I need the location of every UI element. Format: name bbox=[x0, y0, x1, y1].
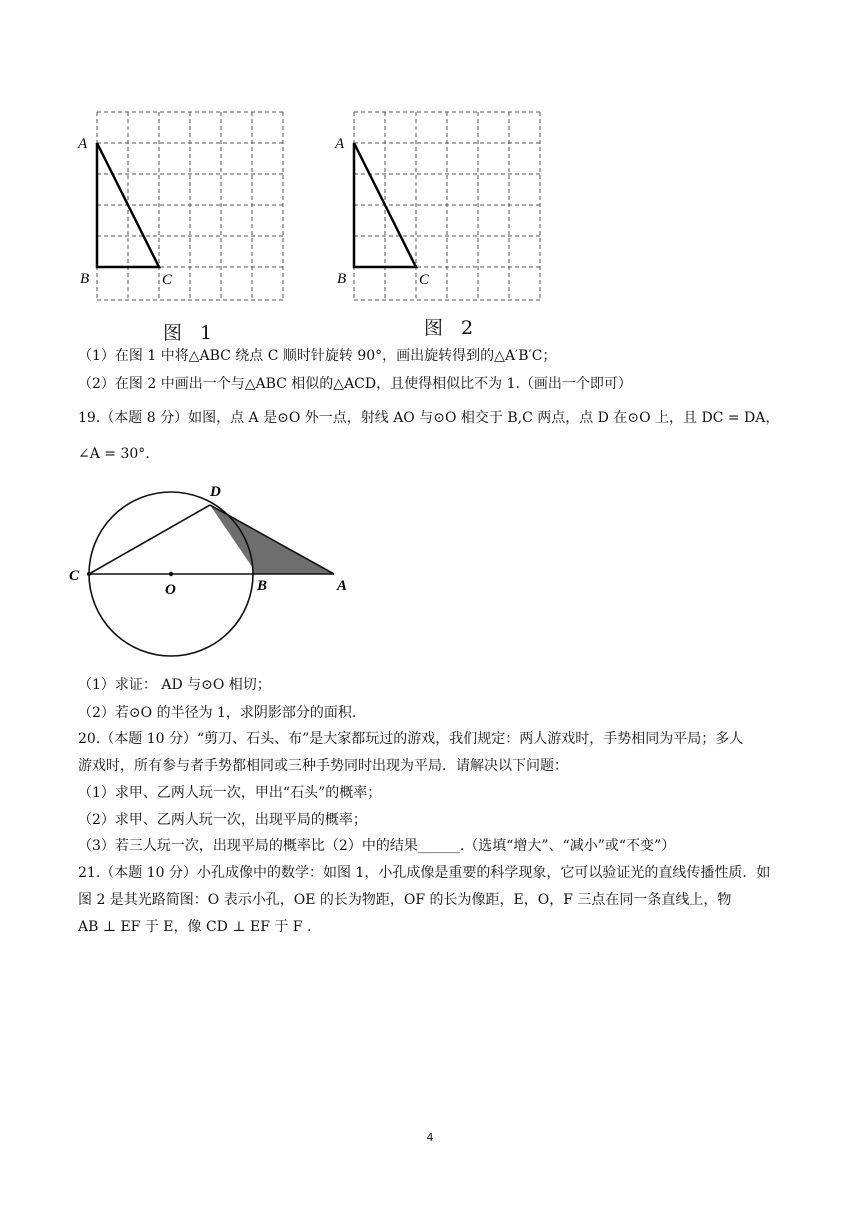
text-line-1: （1）在图 1 中将△ABC 绕点 C 顺时针旋转 90°，画出旋转得到的△A′B′C； bbox=[78, 348, 557, 364]
text-line-2: （2）在图 2 中画出一个与△ABC 相似的△ACD，且使得相似比不为 1.（画出一个即可） bbox=[78, 376, 632, 392]
figure-2-caption: 图 2 bbox=[424, 317, 480, 339]
figure-2-grid bbox=[354, 112, 540, 300]
figure-2-label-c: C bbox=[419, 272, 430, 288]
circle-label-c: C bbox=[69, 568, 80, 584]
text-line-7: 20.（本题 10 分）“剪刀、石头、布”是大家都玩过的游戏，我们规定：两人游戏时，手势相同为平局；多人 bbox=[78, 731, 744, 747]
text-line-11: （3）若三人玩一次，出现平局的概率比（2）中的结果______.（选填“增大”、“减小”或“不变”） bbox=[78, 838, 676, 854]
text-line-6: （2）若⊙O 的半径为 1，求阴影部分的面积. bbox=[78, 705, 357, 721]
text-line-8: 游戏时，所有参与者手势都相同或三种手势同时出现为平局．请解决以下问题： bbox=[78, 758, 568, 774]
line-cd bbox=[89, 505, 210, 574]
figure-1-label-b: B bbox=[80, 271, 90, 287]
figure-2-label-b: B bbox=[337, 271, 347, 287]
circle-figure bbox=[62, 478, 362, 658]
figure-2 bbox=[329, 100, 559, 315]
figure-1-label-c: C bbox=[162, 272, 173, 288]
text-line-5: （1）求证： AD 与⊙O 相切； bbox=[78, 677, 271, 693]
figure-1-label-a: A bbox=[78, 136, 88, 152]
circle-label-o: O bbox=[165, 582, 176, 598]
point-c bbox=[87, 572, 91, 576]
text-line-10: （2）求甲、乙两人玩一次，出现平局的概率； bbox=[78, 812, 367, 828]
circle-label-b: B bbox=[257, 578, 268, 594]
page-number: 4 bbox=[426, 1131, 434, 1144]
text-line-14: AB ⊥ EF 于 E，像 CD ⊥ EF 于 F . bbox=[78, 919, 312, 935]
text-line-3: 19.（本题 8 分）如图，点 A 是⊙O 外一点，射线 AO 与⊙O 相交于 B,C 两点，点 D 在⊙O 上，且 DC = DA， bbox=[78, 410, 780, 426]
circle-figure-graphic bbox=[62, 478, 362, 658]
figure-1 bbox=[72, 100, 302, 315]
figure-2-label-a: A bbox=[335, 136, 345, 152]
text-line-4: ∠A = 30°. bbox=[78, 446, 150, 462]
text-line-13: 图 2 是其光路简图：O 表示小孔，OE 的长为物距，OF 的长为像距，E，O，F 三点在同一条直线上，物 bbox=[78, 892, 732, 908]
circle-label-a: A bbox=[337, 578, 348, 594]
figure-1-caption: 图 1 bbox=[163, 322, 219, 344]
figure-1-grid bbox=[97, 112, 283, 300]
text-line-9: （1）求甲、乙两人玩一次，甲出“石头”的概率； bbox=[78, 785, 382, 801]
circle-label-d: D bbox=[210, 484, 221, 500]
center-point bbox=[169, 572, 173, 576]
figure-1-graphic bbox=[72, 100, 302, 315]
figure-2-graphic bbox=[329, 100, 559, 315]
text-line-12: 21.（本题 10 分）小孔成像中的数学：如图 1，小孔成像是重要的科学现象，它可以验证光的直线传播性质．如 bbox=[78, 865, 771, 881]
